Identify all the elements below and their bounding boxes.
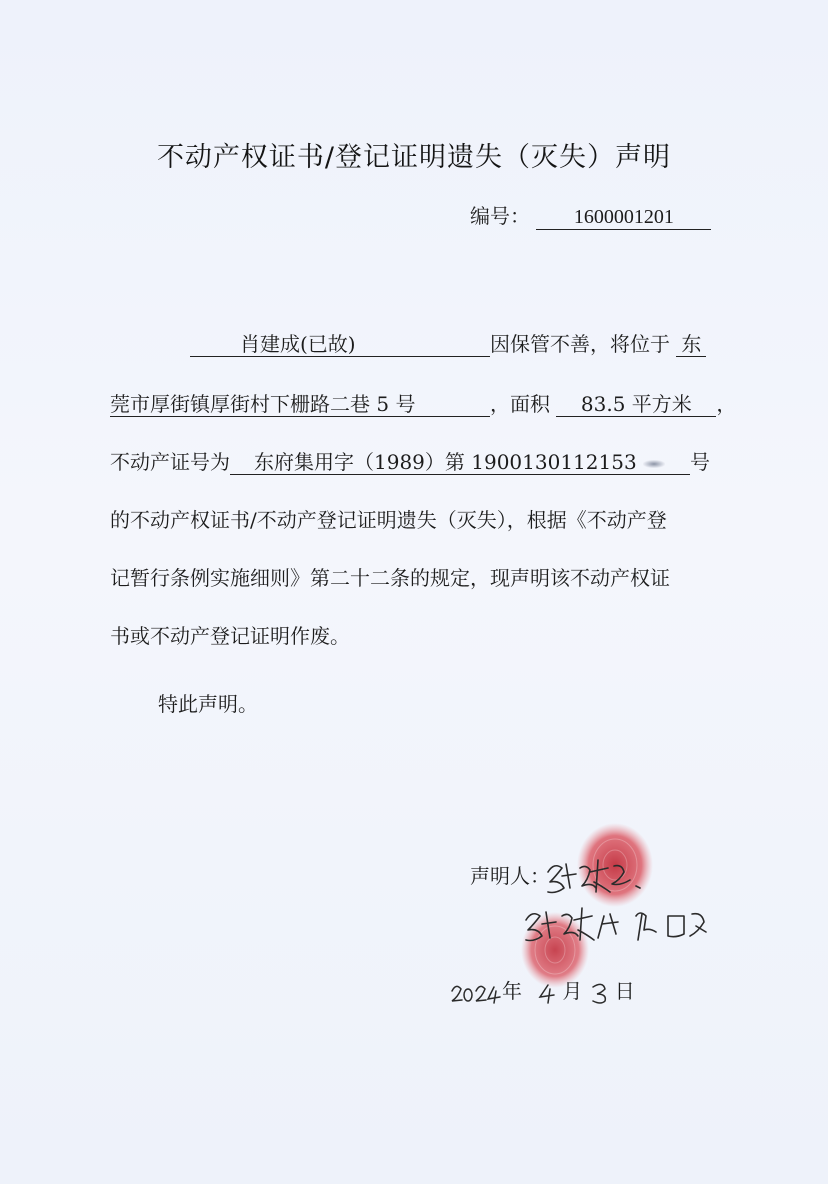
statement-line-4: 的不动产权证书/不动产登记证明遗失（灭失），根据《不动产登 xyxy=(110,508,667,532)
statement-line-6: 书或不动产登记证明作废。 xyxy=(110,624,350,648)
handwritten-year xyxy=(450,981,502,1005)
area-field: 83.5 平方米 xyxy=(556,392,716,417)
statement-line-5: 记暂行条例实施细则》第二十二条的规定，现声明该不动产权证 xyxy=(110,566,670,590)
document-number xyxy=(470,200,711,230)
closing-statement: 特此声明。 xyxy=(158,692,258,716)
handwritten-month xyxy=(528,981,562,1005)
area-label: ，面积 xyxy=(490,392,550,416)
statement-line-3 xyxy=(110,448,710,476)
document-number-label: 编号： xyxy=(470,204,530,228)
statement-text-1: 因保管不善，将位于 xyxy=(490,332,670,356)
area-end: ， xyxy=(716,392,737,416)
owner-name-field: 肖建成(已故) xyxy=(190,332,490,357)
year-label: 年 xyxy=(502,979,522,1003)
month-label: 月 xyxy=(562,979,583,1003)
handwritten-day xyxy=(589,981,615,1005)
declarant-label: 声明人： xyxy=(470,864,550,888)
document-number-value: 1600001201 xyxy=(536,205,711,230)
address-field: 莞市厚街镇厚街村下栅路二巷 5 号 xyxy=(110,392,490,417)
redaction-mark xyxy=(643,460,665,468)
certificate-number-value: 东府集用字（1989）第 1900130112153 xyxy=(254,450,637,474)
statement-line-2 xyxy=(110,390,736,418)
day-label: 日 xyxy=(614,979,635,1003)
certificate-number-field xyxy=(230,450,690,475)
document-title: 不动产权证书/登记证明遗失（灭失）声明 xyxy=(156,142,672,173)
certificate-end: 号 xyxy=(690,450,710,474)
address-field-start: 东 xyxy=(676,332,706,357)
statement-line-1 xyxy=(190,330,706,358)
certificate-label: 不动产证号为 xyxy=(110,450,230,474)
date-line xyxy=(450,975,635,1005)
